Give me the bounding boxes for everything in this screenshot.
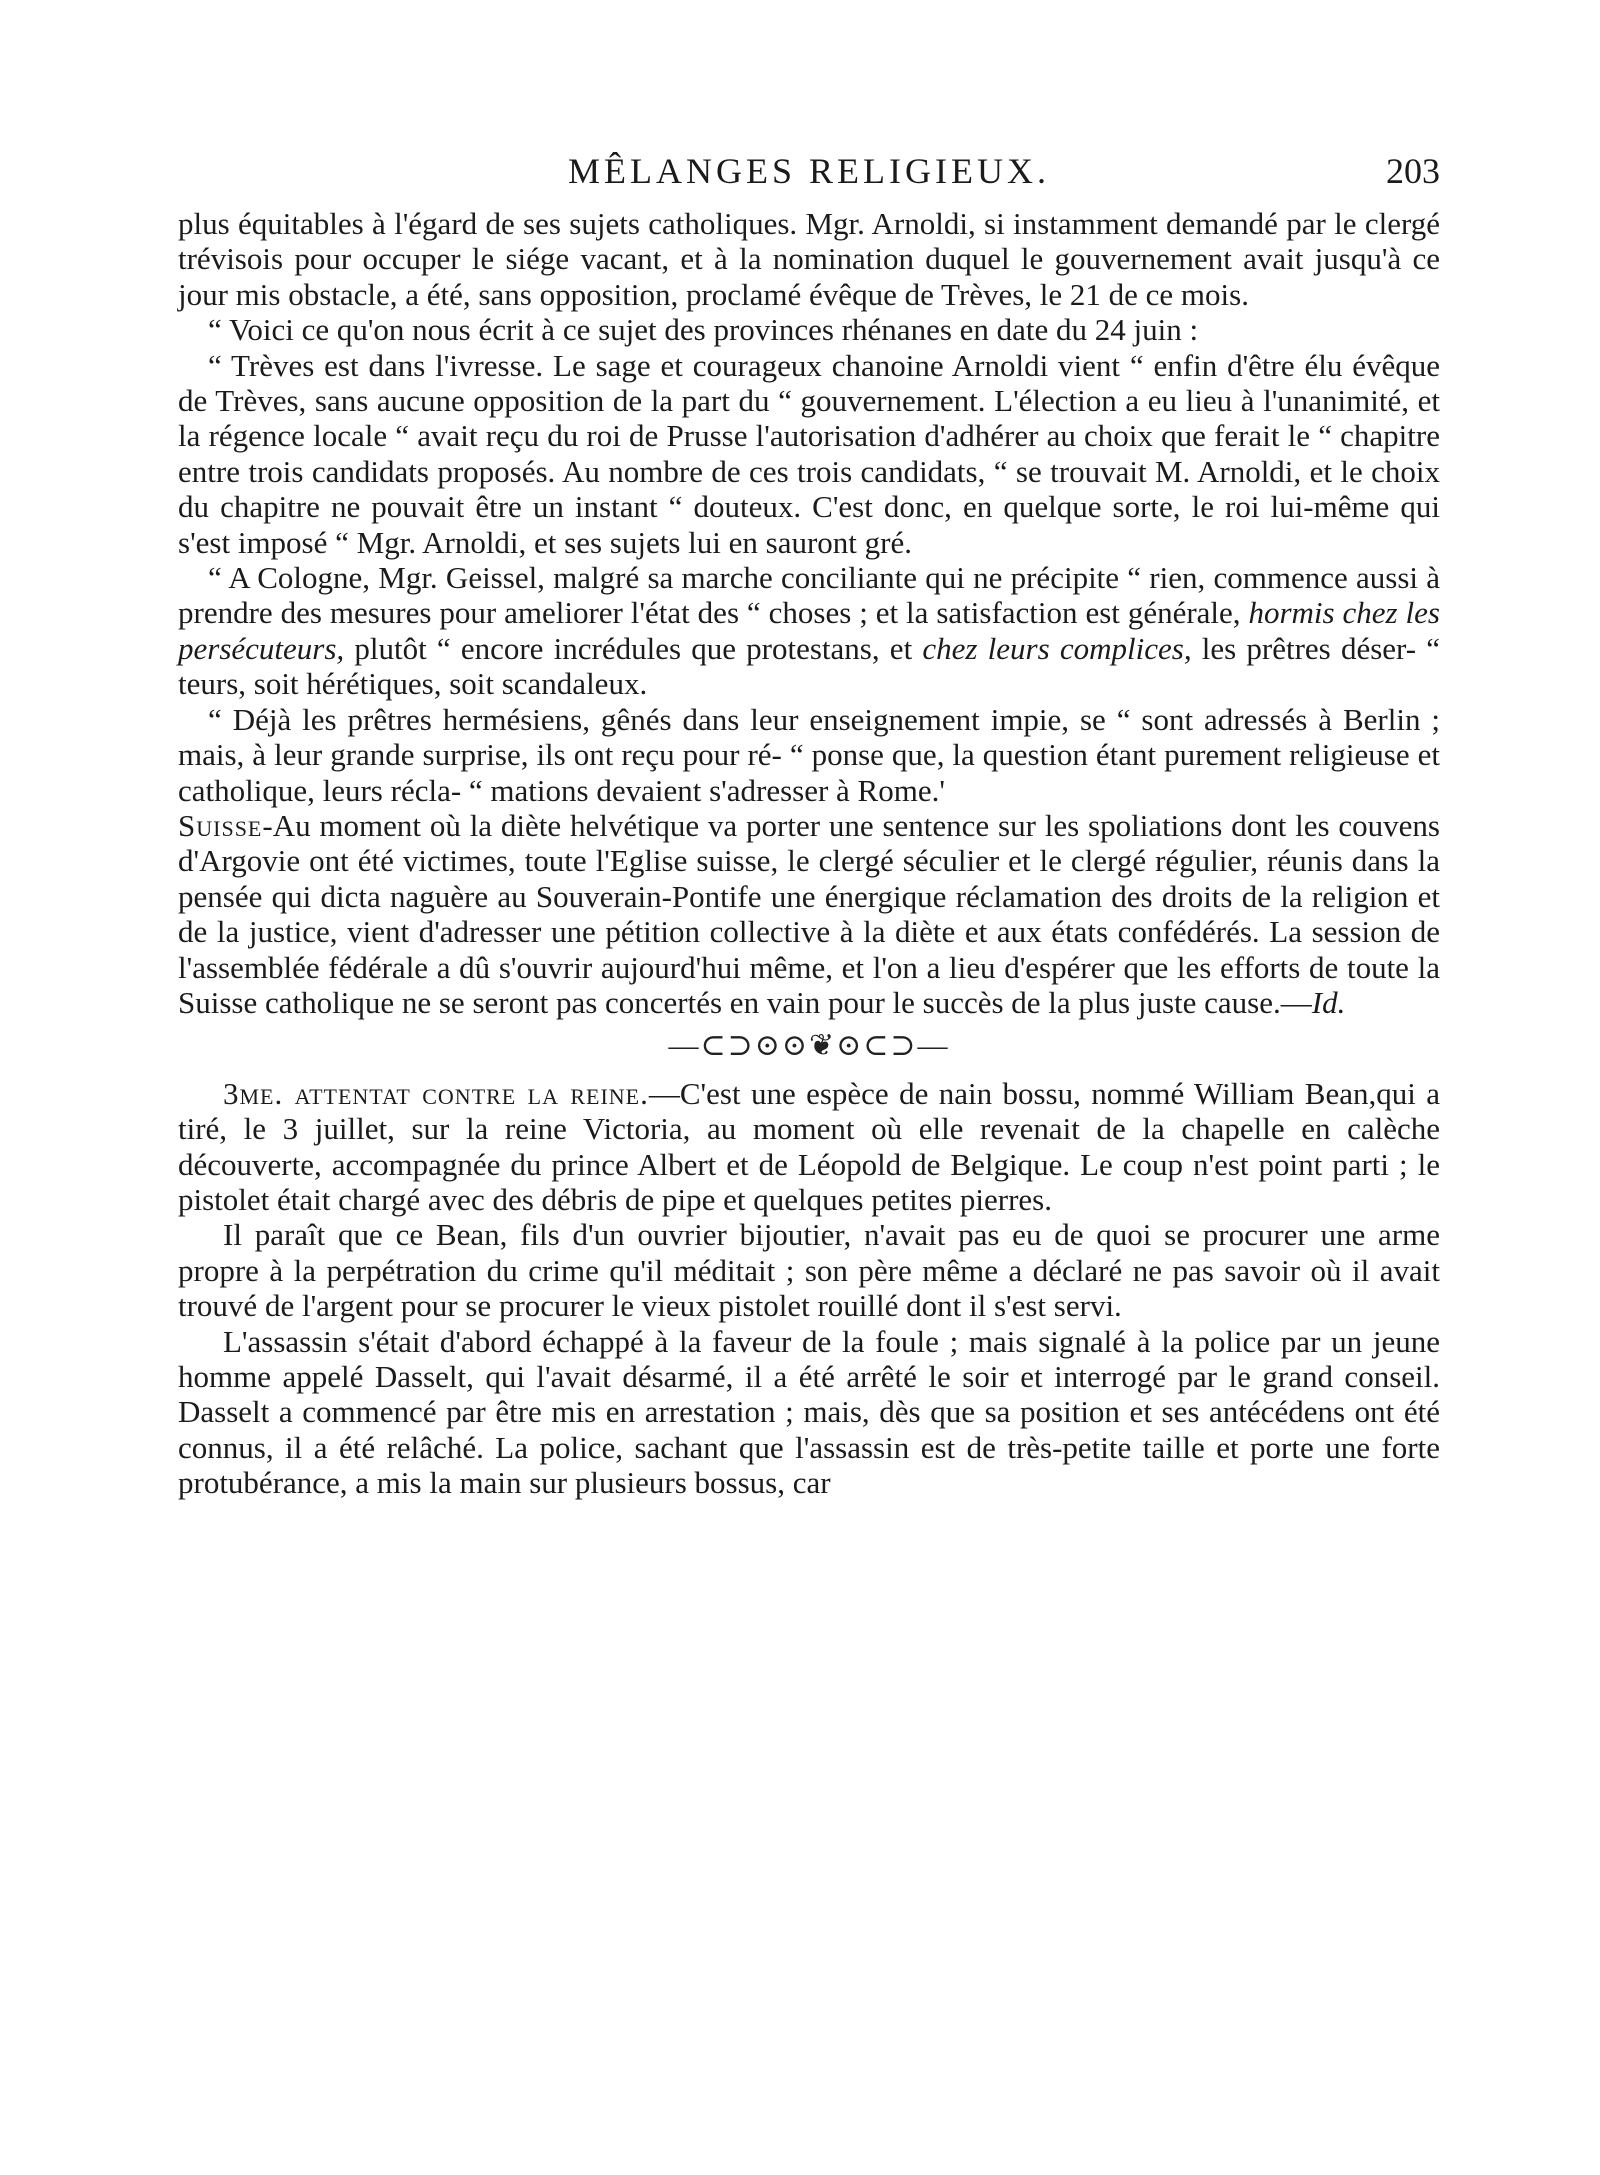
- text-run: “ A Cologne, Mgr. Geissel, malgré sa marche conciliante qui ne précipite “ rien, commence aussi à prendre des mesures pour ameliorer l'état des “ choses ; et la satisfaction est générale,: [178, 560, 1440, 631]
- section-lead: 3me. attentat contre la reine.: [223, 1075, 649, 1111]
- paragraph: Il paraît que ce Bean, fils d'un ouvrier bijoutier, n'avait pas eu de quoi se procurer une arme propre à la perpétration du crime qu'il méditait ; son père même a déclaré ne pas savoir où il avait trouvé de l'argent pour se procurer le vieux pistolet rouillé dont il s'est servi.: [178, 1217, 1440, 1324]
- text-run: -Au moment où la diète helvétique va porter une sentence sur les spoliations dont les couvens d'Argovie ont été victimes, toute l'Eglise suisse, le clergé séculier et le clergé régulier, réunis dans la pensée qui dicta naguère au Souverain-Pontife une énergique réclamation des droits de la religion et de la justice, vient d'adresser une pétition collective à la diète et aux états confédérés. La session de l'assemblée fédérale a dû s'ouvrir aujourd'hui même, et l'on a lieu d'espérer que les efforts de toute la Suisse catholique ne se seront pas concertés en vain pour le succès de la plus juste cause.—: [178, 807, 1440, 1020]
- text-run: —C'est une espèce de nain bossu, nommé William Bean,qui a tiré, le 3 juillet, sur la reine Victoria, au moment où elle revenait de la chapelle en calèche découverte, accompagnée du prince Albert et de Léopold de Belgique. Le coup n'est point parti ; le pistolet était chargé avec des débris de pipe et quelques petites pierres.: [178, 1075, 1440, 1217]
- signature: Id.: [1311, 984, 1346, 1020]
- paragraph: “ Voici ce qu'on nous écrit à ce sujet des provinces rhénanes en date du 24 juin :: [208, 312, 1199, 348]
- book-page: [178, 150, 1440, 1501]
- quoted-paragraph: [178, 560, 1440, 702]
- quoted-paragraph: “ Trèves est dans l'ivresse. Le sage et courageux chanoine Arnoldi vient “ enfin d'être élu évêque de Trèves, sans aucune opposition de la part du “ gouvernement. L'élection a eu lieu à l'unanimité, et la régence locale “ avait reçu du roi de Prusse l'autorisation d'adhérer au choix que ferait le “ chapitre entre trois candidats proposés. Au nombre de ces trois candidats, “ se trouvait M. Arnoldi, et le choix du chapitre ne pouvait être un instant “ douteux. C'est donc, en quelque sorte, le roi lui-même qui s'est imposé “ Mgr. Arnoldi, et ses sujets lui en sauront gré.: [178, 347, 1440, 560]
- italic-phrase: hormis chez les persécuteurs,: [178, 595, 1440, 666]
- paragraph-suisse: [178, 808, 1440, 1020]
- running-title: MÊLANGES RELIGIEUX.: [568, 151, 1050, 191]
- paragraph: plus équitables à l'égard de ses sujets catholiques. Mgr. Arnoldi, si instamment demandé par le clergé trévisois pour occuper le siége vacant, et à la nomination duquel le gouvernement avait jusqu'à ce jour mis obstacle, a été, sans opposition, proclamé évêque de Trèves, le 21 de ce mois.: [178, 206, 1440, 312]
- paragraph: L'assassin s'était d'abord échappé à la faveur de la foule ; mais signalé à la police par un jeune homme appelé Dasselt, qui l'avait désarmé, il a été arrêté le soir et interrogé par le grand conseil. Dasselt a commencé par être mis en arrestation ; mais, dès que sa position et ses antécédens ont été connus, il a été relâché. La police, sachant que l'assassin est de très-petite taille et porte une forte protubérance, a mis la main sur plusieurs bossus, car: [178, 1323, 1440, 1501]
- quoted-paragraph: “ Déjà les prêtres hermésiens, gênés dans leur enseignement impie, se “ sont adressés à Berlin ; mais, à leur grande surprise, ils ont reçu pour ré- “ ponse que, la question étant purement religieuse et catholique, leurs récla- “ mations devaient s'adresser à Rome.': [178, 701, 1440, 808]
- page-header: [178, 150, 1440, 206]
- paragraph-attentat: [178, 1076, 1440, 1218]
- page-number: 203: [1386, 151, 1440, 191]
- text-run: les prêtres déser- “ teurs, soit hérétiques, soit scandaleux.: [178, 630, 1441, 702]
- text-run: plutôt “ encore incrédules que protestans, et: [344, 630, 923, 666]
- italic-phrase: chez leurs complices,: [922, 630, 1192, 666]
- ornament-divider: —⊂⊃⊙⊙❦⊙⊂⊃—: [668, 1029, 950, 1063]
- section-lead: Suisse: [178, 807, 263, 843]
